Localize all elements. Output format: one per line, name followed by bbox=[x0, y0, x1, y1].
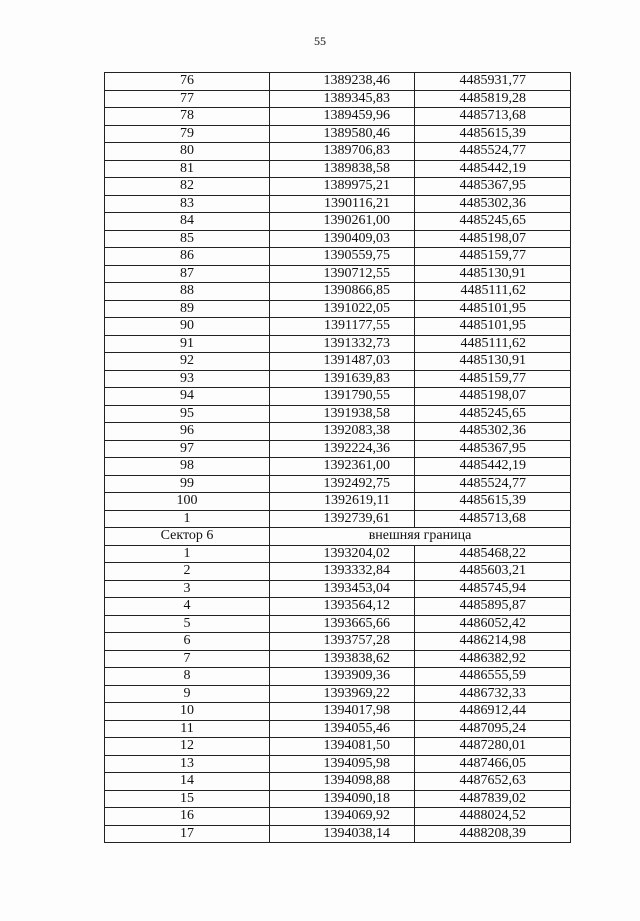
y-coordinate-cell: 4488024,52 bbox=[415, 808, 571, 826]
table-row bbox=[105, 773, 571, 791]
table-row bbox=[105, 703, 571, 721]
table-row bbox=[105, 615, 571, 633]
point-number-cell: 78 bbox=[105, 108, 270, 126]
table-row bbox=[105, 650, 571, 668]
x-coordinate-cell: 1392739,61 bbox=[270, 510, 415, 528]
point-number-cell: 14 bbox=[105, 773, 270, 791]
point-number-cell: 100 bbox=[105, 493, 270, 511]
y-coordinate-cell: 4485159,77 bbox=[415, 370, 571, 388]
point-number-cell: 96 bbox=[105, 423, 270, 441]
table-row bbox=[105, 353, 571, 371]
table-row bbox=[105, 563, 571, 581]
x-coordinate-cell: 1392224,36 bbox=[270, 440, 415, 458]
x-coordinate-cell: 1394090,18 bbox=[270, 790, 415, 808]
x-coordinate-cell: 1392619,11 bbox=[270, 493, 415, 511]
x-coordinate-cell: 1393564,12 bbox=[270, 598, 415, 616]
table-row bbox=[105, 493, 571, 511]
x-coordinate-cell: 1394081,50 bbox=[270, 738, 415, 756]
table-row bbox=[105, 108, 571, 126]
point-number-cell: 12 bbox=[105, 738, 270, 756]
y-coordinate-cell: 4485302,36 bbox=[415, 195, 571, 213]
point-number-cell: 88 bbox=[105, 283, 270, 301]
point-number-cell: 83 bbox=[105, 195, 270, 213]
point-number-cell: 90 bbox=[105, 318, 270, 336]
point-number-cell: 92 bbox=[105, 353, 270, 371]
point-number-cell: 1 bbox=[105, 510, 270, 528]
x-coordinate-cell: 1394038,14 bbox=[270, 825, 415, 843]
table-row bbox=[105, 580, 571, 598]
point-number-cell: 16 bbox=[105, 808, 270, 826]
x-coordinate-cell: 1389975,21 bbox=[270, 178, 415, 196]
y-coordinate-cell: 4485130,91 bbox=[415, 265, 571, 283]
table-row bbox=[105, 318, 571, 336]
y-coordinate-cell: 4485895,87 bbox=[415, 598, 571, 616]
table-row bbox=[105, 143, 571, 161]
x-coordinate-cell: 1390409,03 bbox=[270, 230, 415, 248]
table-row bbox=[105, 90, 571, 108]
point-number-cell: 4 bbox=[105, 598, 270, 616]
y-coordinate-cell: 4485367,95 bbox=[415, 178, 571, 196]
y-coordinate-cell: 4485198,07 bbox=[415, 388, 571, 406]
y-coordinate-cell: 4488208,39 bbox=[415, 825, 571, 843]
x-coordinate-cell: 1392083,38 bbox=[270, 423, 415, 441]
x-coordinate-cell: 1390866,85 bbox=[270, 283, 415, 301]
x-coordinate-cell: 1391790,55 bbox=[270, 388, 415, 406]
y-coordinate-cell: 4485931,77 bbox=[415, 73, 571, 91]
y-coordinate-cell: 4486912,44 bbox=[415, 703, 571, 721]
x-coordinate-cell: 1394095,98 bbox=[270, 755, 415, 773]
y-coordinate-cell: 4485111,62 bbox=[415, 283, 571, 301]
x-coordinate-cell: 1393909,36 bbox=[270, 668, 415, 686]
y-coordinate-cell: 4485130,91 bbox=[415, 353, 571, 371]
point-number-cell: 6 bbox=[105, 633, 270, 651]
y-coordinate-cell: 4485245,65 bbox=[415, 213, 571, 231]
x-coordinate-cell: 1390559,75 bbox=[270, 248, 415, 266]
y-coordinate-cell: 4486382,92 bbox=[415, 650, 571, 668]
table-row bbox=[105, 248, 571, 266]
table-row bbox=[105, 73, 571, 91]
y-coordinate-cell: 4485524,77 bbox=[415, 143, 571, 161]
y-coordinate-cell: 4486555,59 bbox=[415, 668, 571, 686]
point-number-cell: 2 bbox=[105, 563, 270, 581]
y-coordinate-cell: 4485442,19 bbox=[415, 458, 571, 476]
table-row bbox=[105, 423, 571, 441]
y-coordinate-cell: 4485819,28 bbox=[415, 90, 571, 108]
y-coordinate-cell: 4487839,02 bbox=[415, 790, 571, 808]
x-coordinate-cell: 1394055,46 bbox=[270, 720, 415, 738]
table-row bbox=[105, 125, 571, 143]
x-coordinate-cell: 1393838,62 bbox=[270, 650, 415, 668]
y-coordinate-cell: 4485101,95 bbox=[415, 318, 571, 336]
table-row bbox=[105, 668, 571, 686]
point-number-cell: 94 bbox=[105, 388, 270, 406]
y-coordinate-cell: 4487095,24 bbox=[415, 720, 571, 738]
table-row bbox=[105, 300, 571, 318]
y-coordinate-cell: 4485713,68 bbox=[415, 108, 571, 126]
point-number-cell: 99 bbox=[105, 475, 270, 493]
x-coordinate-cell: 1393453,04 bbox=[270, 580, 415, 598]
page-number: 55 bbox=[314, 34, 326, 48]
y-coordinate-cell: 4485615,39 bbox=[415, 125, 571, 143]
point-number-cell: 82 bbox=[105, 178, 270, 196]
x-coordinate-cell: 1393204,02 bbox=[270, 545, 415, 563]
point-number-cell: 85 bbox=[105, 230, 270, 248]
y-coordinate-cell: 4486214,98 bbox=[415, 633, 571, 651]
x-coordinate-cell: 1393332,84 bbox=[270, 563, 415, 581]
point-number-cell: 5 bbox=[105, 615, 270, 633]
point-number-cell: 98 bbox=[105, 458, 270, 476]
table-row bbox=[105, 633, 571, 651]
point-number-cell: 3 bbox=[105, 580, 270, 598]
x-coordinate-cell: 1389706,83 bbox=[270, 143, 415, 161]
y-coordinate-cell: 4485245,65 bbox=[415, 405, 571, 423]
x-coordinate-cell: 1392361,00 bbox=[270, 458, 415, 476]
table-row bbox=[105, 510, 571, 528]
y-coordinate-cell: 4485603,21 bbox=[415, 563, 571, 581]
table-row bbox=[105, 160, 571, 178]
coordinates-table bbox=[104, 72, 571, 843]
table-row bbox=[105, 808, 571, 826]
table-row bbox=[105, 685, 571, 703]
y-coordinate-cell: 4485101,95 bbox=[415, 300, 571, 318]
point-number-cell: 86 bbox=[105, 248, 270, 266]
x-coordinate-cell: 1389238,46 bbox=[270, 73, 415, 91]
x-coordinate-cell: 1391177,55 bbox=[270, 318, 415, 336]
x-coordinate-cell: 1391332,73 bbox=[270, 335, 415, 353]
table-row bbox=[105, 720, 571, 738]
x-coordinate-cell: 1394017,98 bbox=[270, 703, 415, 721]
table-row bbox=[105, 178, 571, 196]
point-number-cell: 84 bbox=[105, 213, 270, 231]
y-coordinate-cell: 4485615,39 bbox=[415, 493, 571, 511]
table-row bbox=[105, 388, 571, 406]
point-number-cell: 87 bbox=[105, 265, 270, 283]
y-coordinate-cell: 4485367,95 bbox=[415, 440, 571, 458]
x-coordinate-cell: 1393665,66 bbox=[270, 615, 415, 633]
sector-label: Сектор 6 bbox=[105, 528, 270, 546]
point-number-cell: 93 bbox=[105, 370, 270, 388]
y-coordinate-cell: 4485524,77 bbox=[415, 475, 571, 493]
point-number-cell: 89 bbox=[105, 300, 270, 318]
sector-header-row bbox=[105, 528, 571, 546]
table-row bbox=[105, 335, 571, 353]
x-coordinate-cell: 1391022,05 bbox=[270, 300, 415, 318]
table-row bbox=[105, 475, 571, 493]
point-number-cell: 95 bbox=[105, 405, 270, 423]
point-number-cell: 81 bbox=[105, 160, 270, 178]
table-row bbox=[105, 213, 571, 231]
x-coordinate-cell: 1393969,22 bbox=[270, 685, 415, 703]
table-row bbox=[105, 755, 571, 773]
point-number-cell: 9 bbox=[105, 685, 270, 703]
y-coordinate-cell: 4486052,42 bbox=[415, 615, 571, 633]
table-row bbox=[105, 370, 571, 388]
coordinates-table-body bbox=[105, 73, 571, 843]
x-coordinate-cell: 1394069,92 bbox=[270, 808, 415, 826]
x-coordinate-cell: 1389838,58 bbox=[270, 160, 415, 178]
x-coordinate-cell: 1390712,55 bbox=[270, 265, 415, 283]
table-row bbox=[105, 265, 571, 283]
y-coordinate-cell: 4487652,63 bbox=[415, 773, 571, 791]
x-coordinate-cell: 1390116,21 bbox=[270, 195, 415, 213]
table-row bbox=[105, 738, 571, 756]
point-number-cell: 8 bbox=[105, 668, 270, 686]
table-row bbox=[105, 440, 571, 458]
table-row bbox=[105, 790, 571, 808]
x-coordinate-cell: 1391487,03 bbox=[270, 353, 415, 371]
x-coordinate-cell: 1389580,46 bbox=[270, 125, 415, 143]
table-row bbox=[105, 598, 571, 616]
x-coordinate-cell: 1391639,83 bbox=[270, 370, 415, 388]
sector-boundary-note: внешняя граница bbox=[270, 528, 571, 546]
y-coordinate-cell: 4485468,22 bbox=[415, 545, 571, 563]
point-number-cell: 17 bbox=[105, 825, 270, 843]
point-number-cell: 10 bbox=[105, 703, 270, 721]
point-number-cell: 77 bbox=[105, 90, 270, 108]
y-coordinate-cell: 4485198,07 bbox=[415, 230, 571, 248]
x-coordinate-cell: 1394098,88 bbox=[270, 773, 415, 791]
point-number-cell: 97 bbox=[105, 440, 270, 458]
table-row bbox=[105, 195, 571, 213]
y-coordinate-cell: 4485302,36 bbox=[415, 423, 571, 441]
point-number-cell: 1 bbox=[105, 545, 270, 563]
point-number-cell: 79 bbox=[105, 125, 270, 143]
point-number-cell: 15 bbox=[105, 790, 270, 808]
table-row bbox=[105, 458, 571, 476]
point-number-cell: 7 bbox=[105, 650, 270, 668]
y-coordinate-cell: 4485111,62 bbox=[415, 335, 571, 353]
x-coordinate-cell: 1390261,00 bbox=[270, 213, 415, 231]
point-number-cell: 80 bbox=[105, 143, 270, 161]
x-coordinate-cell: 1389459,96 bbox=[270, 108, 415, 126]
y-coordinate-cell: 4485442,19 bbox=[415, 160, 571, 178]
table-row bbox=[105, 230, 571, 248]
y-coordinate-cell: 4487466,05 bbox=[415, 755, 571, 773]
point-number-cell: 91 bbox=[105, 335, 270, 353]
x-coordinate-cell: 1389345,83 bbox=[270, 90, 415, 108]
point-number-cell: 13 bbox=[105, 755, 270, 773]
x-coordinate-cell: 1393757,28 bbox=[270, 633, 415, 651]
table-row bbox=[105, 405, 571, 423]
table-row bbox=[105, 283, 571, 301]
y-coordinate-cell: 4487280,01 bbox=[415, 738, 571, 756]
y-coordinate-cell: 4486732,33 bbox=[415, 685, 571, 703]
y-coordinate-cell: 4485713,68 bbox=[415, 510, 571, 528]
y-coordinate-cell: 4485745,94 bbox=[415, 580, 571, 598]
x-coordinate-cell: 1391938,58 bbox=[270, 405, 415, 423]
y-coordinate-cell: 4485159,77 bbox=[415, 248, 571, 266]
table-row bbox=[105, 825, 571, 843]
point-number-cell: 11 bbox=[105, 720, 270, 738]
point-number-cell: 76 bbox=[105, 73, 270, 91]
x-coordinate-cell: 1392492,75 bbox=[270, 475, 415, 493]
table-row bbox=[105, 545, 571, 563]
